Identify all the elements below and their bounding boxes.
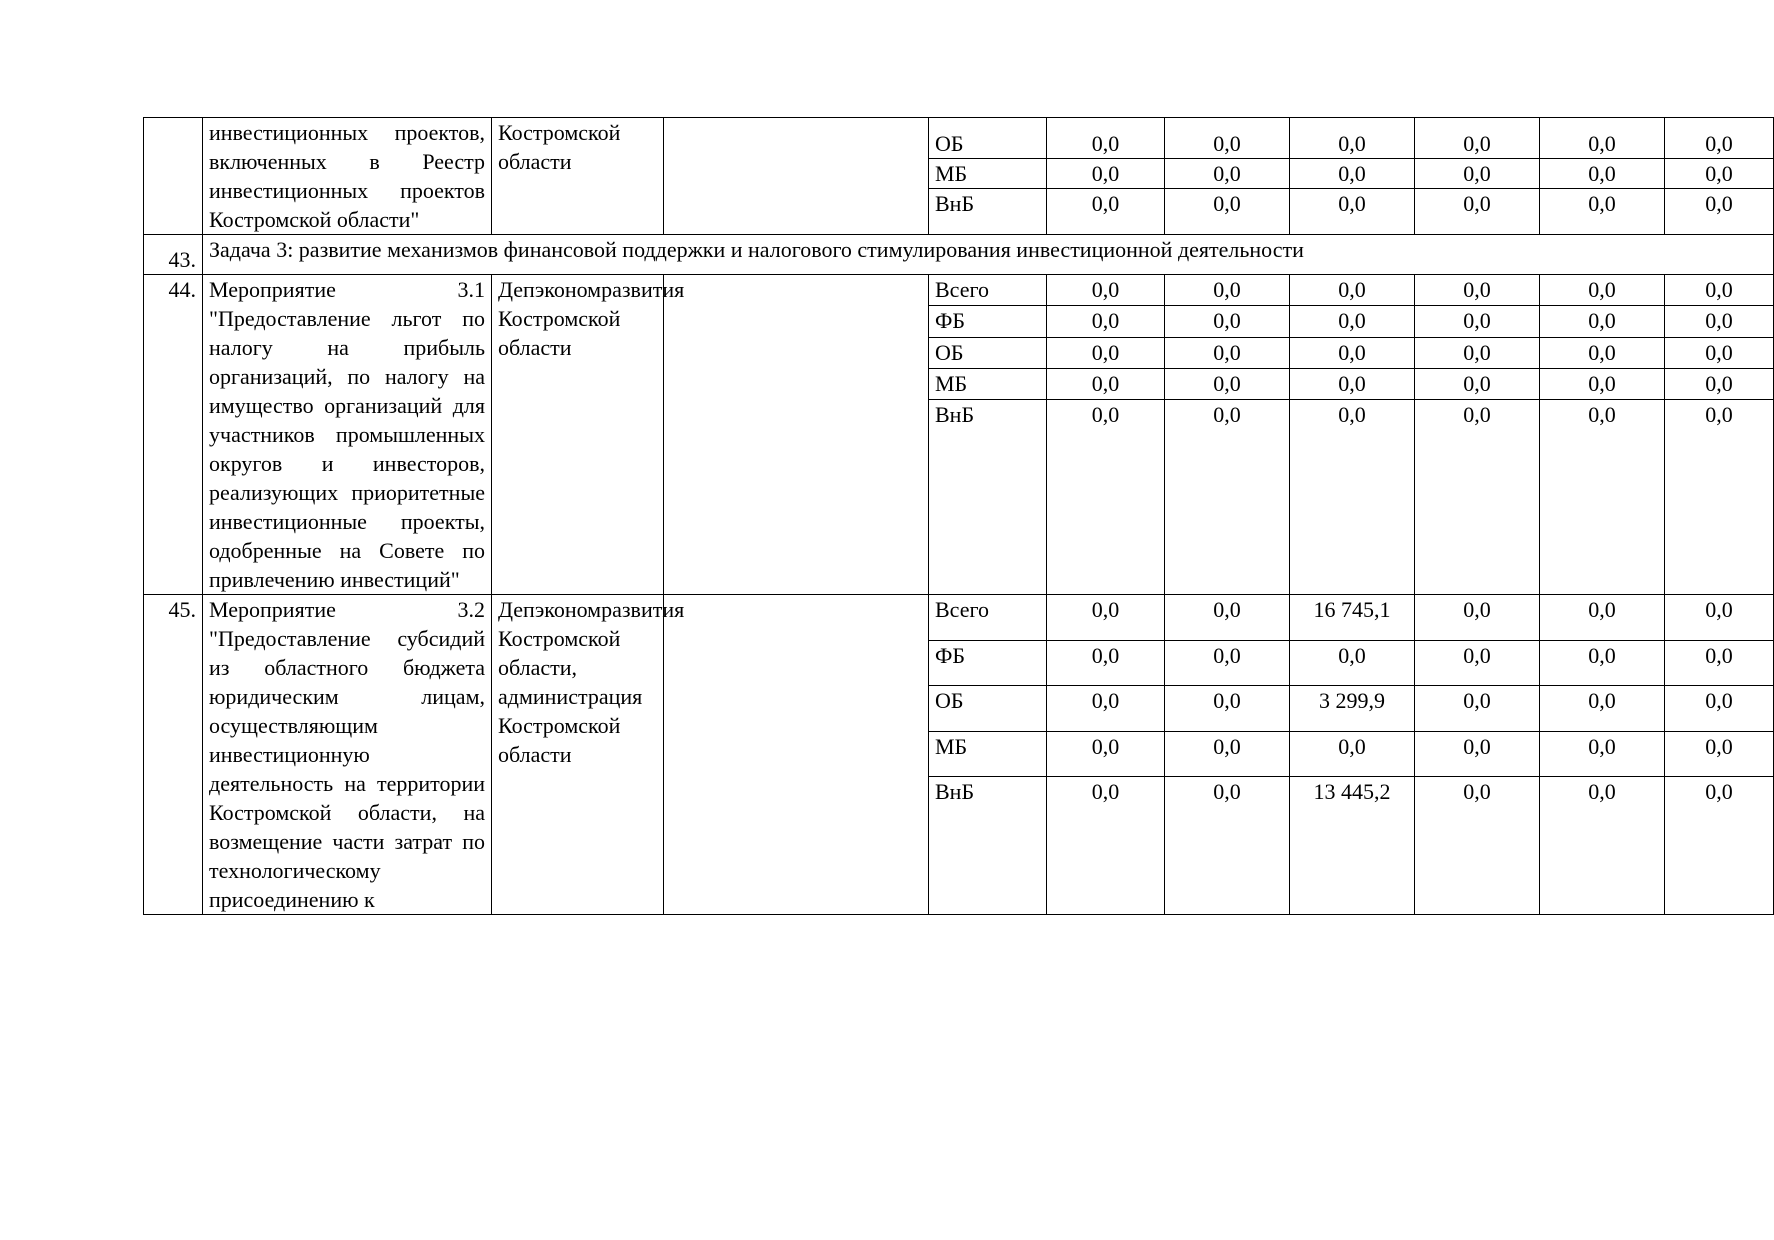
funding-source-cell: ВнБ [929, 189, 1047, 235]
value-cell: 0,0 [1540, 777, 1665, 915]
value-cell: 0,0 [1415, 640, 1540, 686]
value-cell: 0,0 [1165, 731, 1290, 777]
value-cell: 0,0 [1165, 275, 1290, 306]
funding-source-cell: МБ [929, 159, 1047, 189]
value-cell: 0,0 [1165, 400, 1290, 595]
value-cell: 0,0 [1047, 686, 1165, 732]
value-cell: 0,0 [1665, 159, 1774, 189]
value-cell: 0,0 [1047, 400, 1165, 595]
value-cell: 0,0 [1665, 118, 1774, 159]
value-cell: 0,0 [1165, 368, 1290, 399]
value-cell: 0,0 [1415, 686, 1540, 732]
value-cell: 0,0 [1665, 777, 1774, 915]
value-cell: 0,0 [1415, 337, 1540, 368]
executor-cell: Депэкономразвития Костромской области, администрация Костромской области [492, 595, 664, 915]
value-cell: 0,0 [1540, 337, 1665, 368]
value-cell: 0,0 [1165, 189, 1290, 235]
value-cell: 0,0 [1047, 159, 1165, 189]
value-cell: 0,0 [1047, 189, 1165, 235]
funding-source-cell: МБ [929, 731, 1047, 777]
value-cell: 3 299,9 [1290, 686, 1415, 732]
funding-source-cell: ОБ [929, 337, 1047, 368]
value-cell: 0,0 [1540, 595, 1665, 641]
value-cell: 0,0 [1415, 118, 1540, 159]
value-cell: 0,0 [1415, 275, 1540, 306]
value-cell: 0,0 [1415, 189, 1540, 235]
value-cell: 0,0 [1665, 306, 1774, 337]
value-cell: 0,0 [1540, 275, 1665, 306]
value-cell: 0,0 [1540, 368, 1665, 399]
value-cell: 0,0 [1047, 275, 1165, 306]
value-cell: 0,0 [1665, 368, 1774, 399]
measure-name-cell: Мероприятие 3.1 "Предоставление льгот по налогу на прибыль организаций, по налогу на имущество организаций для участников промышленных округов и инвесторов, реализующих приоритетные инвестиционные проекты, одобренные на Совете по привлечению инвестиций" [203, 275, 492, 595]
value-cell: 0,0 [1540, 400, 1665, 595]
funding-source-cell: ВнБ [929, 400, 1047, 595]
value-cell: 0,0 [1047, 595, 1165, 641]
measure-name-cell: инвестиционных проектов, включенных в Реестр инвестиционных проектов Костромской области" [203, 118, 492, 235]
table-row [144, 275, 1774, 306]
value-cell: 0,0 [1665, 275, 1774, 306]
value-cell: 0,0 [1290, 118, 1415, 159]
value-cell: 0,0 [1665, 400, 1774, 595]
value-cell: 0,0 [1165, 777, 1290, 915]
value-cell: 0,0 [1540, 731, 1665, 777]
funding-source-cell: ОБ [929, 686, 1047, 732]
funding-source-cell: Всего [929, 275, 1047, 306]
value-cell: 0,0 [1047, 731, 1165, 777]
value-cell: 0,0 [1290, 400, 1415, 595]
row-number-cell: 44. [144, 275, 203, 595]
value-cell: 0,0 [1047, 368, 1165, 399]
value-cell: 0,0 [1290, 189, 1415, 235]
funding-source-cell: Всего [929, 595, 1047, 641]
value-cell: 0,0 [1047, 640, 1165, 686]
value-cell: 0,0 [1415, 731, 1540, 777]
value-cell: 0,0 [1165, 118, 1290, 159]
value-cell: 0,0 [1415, 159, 1540, 189]
funding-source-cell: ФБ [929, 306, 1047, 337]
value-cell: 0,0 [1665, 337, 1774, 368]
executor-cell: Костромской области [492, 118, 664, 235]
value-cell: 13 445,2 [1290, 777, 1415, 915]
funding-source-cell: МБ [929, 368, 1047, 399]
task-title-cell: Задача 3: развитие механизмов финансовой поддержки и налогового стимулирования инвестиционной деятельности [203, 235, 1774, 275]
value-cell: 0,0 [1415, 777, 1540, 915]
measure-name-cell: Мероприятие 3.2 "Предоставление субсидий из областного бюджета юридическим лицам, осуществляющим инвестиционную деятельность на территории Костромской области, на возмещение части затрат по технологическому присоединению к [203, 595, 492, 915]
value-cell: 0,0 [1047, 777, 1165, 915]
value-cell: 0,0 [1290, 368, 1415, 399]
value-cell: 0,0 [1665, 595, 1774, 641]
table-row [144, 118, 1774, 159]
value-cell: 0,0 [1415, 400, 1540, 595]
row-number-cell [144, 118, 203, 235]
funding-source-cell: ОБ [929, 118, 1047, 159]
value-cell: 16 745,1 [1290, 595, 1415, 641]
value-cell: 0,0 [1165, 306, 1290, 337]
value-cell: 0,0 [1540, 306, 1665, 337]
value-cell: 0,0 [1540, 159, 1665, 189]
value-cell: 0,0 [1540, 686, 1665, 732]
empty-cell [664, 118, 929, 235]
value-cell: 0,0 [1415, 368, 1540, 399]
value-cell: 0,0 [1290, 275, 1415, 306]
value-cell: 0,0 [1165, 640, 1290, 686]
executor-cell: Депэкономразвития Костромской области [492, 275, 664, 595]
row-number-cell: 43. [144, 235, 203, 275]
value-cell: 0,0 [1665, 686, 1774, 732]
row-number-cell: 45. [144, 595, 203, 915]
value-cell: 0,0 [1540, 640, 1665, 686]
value-cell: 0,0 [1290, 640, 1415, 686]
value-cell: 0,0 [1165, 337, 1290, 368]
value-cell: 0,0 [1047, 337, 1165, 368]
table-row [144, 595, 1774, 641]
value-cell: 0,0 [1540, 118, 1665, 159]
value-cell: 0,0 [1047, 306, 1165, 337]
value-cell: 0,0 [1290, 731, 1415, 777]
value-cell: 0,0 [1165, 686, 1290, 732]
value-cell: 0,0 [1540, 189, 1665, 235]
funding-source-cell: ФБ [929, 640, 1047, 686]
task-row [144, 235, 1774, 275]
value-cell: 0,0 [1290, 306, 1415, 337]
empty-cell [664, 595, 929, 915]
funding-source-cell: ВнБ [929, 777, 1047, 915]
value-cell: 0,0 [1290, 337, 1415, 368]
value-cell: 0,0 [1665, 731, 1774, 777]
value-cell: 0,0 [1665, 640, 1774, 686]
value-cell: 0,0 [1415, 595, 1540, 641]
value-cell: 0,0 [1047, 118, 1165, 159]
value-cell: 0,0 [1290, 159, 1415, 189]
value-cell: 0,0 [1165, 595, 1290, 641]
empty-cell [664, 275, 929, 595]
funding-table [143, 117, 1774, 915]
value-cell: 0,0 [1165, 159, 1290, 189]
value-cell: 0,0 [1665, 189, 1774, 235]
value-cell: 0,0 [1415, 306, 1540, 337]
